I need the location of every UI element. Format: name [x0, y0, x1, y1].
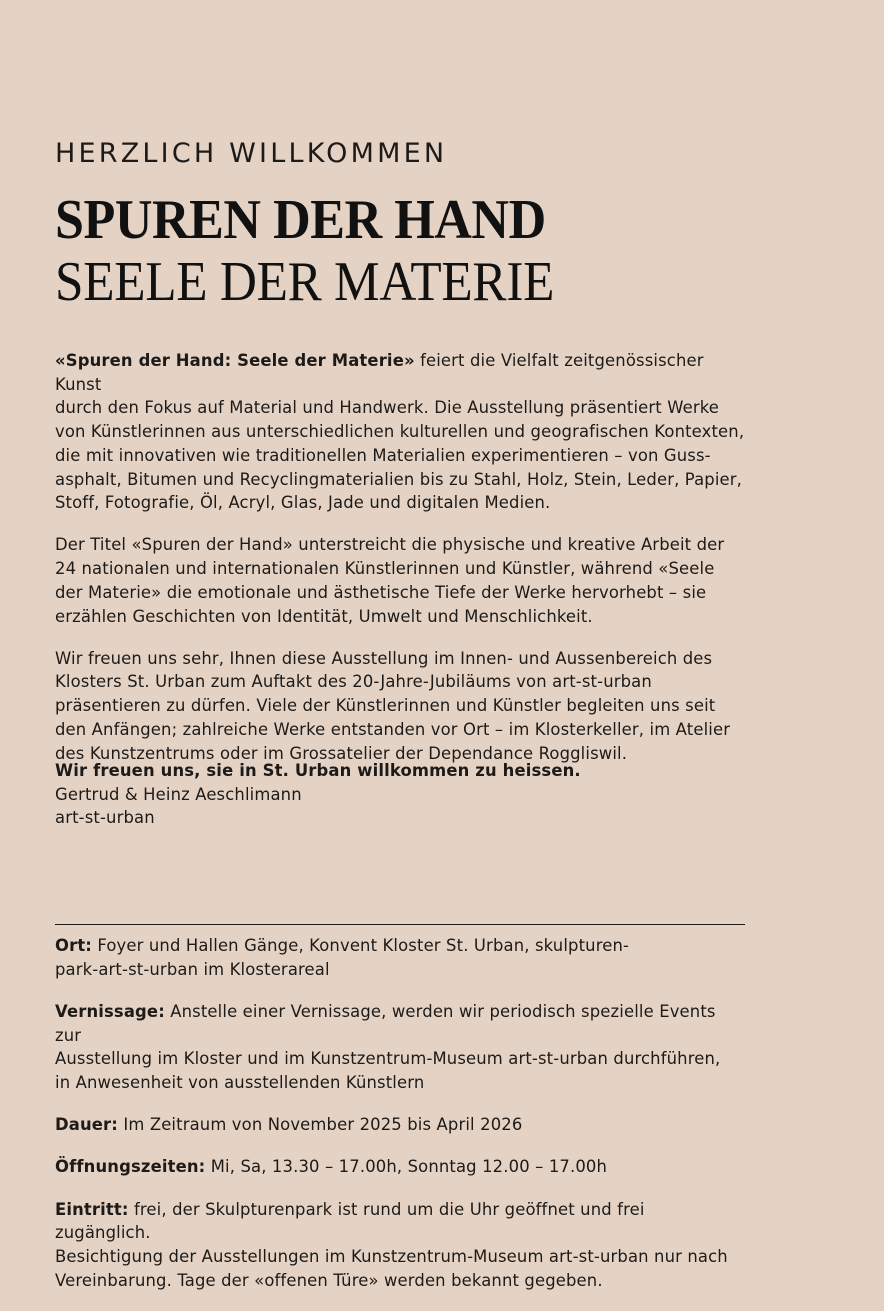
info-eintritt-label: Eintritt: [55, 1199, 129, 1219]
title-subtitle: SEELE DER MATERIE [55, 251, 555, 313]
signoff-greeting: Wir freuen uns, sie in St. Urban willkommen zu heissen. [55, 761, 581, 780]
info-vernissage-label: Vernissage: [55, 1001, 165, 1021]
info-oeffnungszeiten-label: Öffnungszeiten: [55, 1157, 206, 1177]
intro-paragraph-1: «Spuren der Hand: Seele der Materie» feiert die Vielfalt zeitgenössischer Kunst durch den Fokus auf Material und Handwerk. Die Ausstellung präsentiert Werke von Künstlerinnen aus unterschiedlichen kulturellen und geografischen Kontexten, die mit innovativen wie traditionellen Materialien experimentieren – von Guss- asphalt, Bitumen und Recyclingmaterialien bis zu Stahl, Holz, Stein, Leder, Papier, Stoff, Fotografie, Öl, Acryl, Glas, Jade und digitalen Medien. [55, 351, 745, 513]
info-eintritt: Eintritt: frei, der Skulpturenpark ist rund um die Uhr geöffnet und frei zugänglich. Besichtigung der Ausstellungen im Kunstzentrum-Museum art-st-urban nur nach Vereinbarung. Tage der «offenen Türe» werden bekannt gegeben. [55, 1199, 728, 1290]
info-oeffnungszeiten: Öffnungszeiten: Mi, Sa, 13.30 – 17.00h, Sonntag 12.00 – 17.00h [55, 1157, 608, 1177]
intro-paragraph-2: Der Titel «Spuren der Hand» unterstreicht die physische und kreative Arbeit der 24 nationalen und internationalen Künstlerinnen und Künstler, während «Seele der Materie» die emotionale und ästhetische Tiefe der Werke hervorhebt – sie erzählen Geschichten von Identität, Umwelt und Menschlichkeit. [55, 535, 725, 626]
welcome-kicker: HERZLICH WILLKOMMEN [55, 138, 448, 169]
exhibition-info [55, 934, 745, 1311]
divider-rule [55, 924, 745, 925]
signoff [55, 759, 745, 830]
document-page [55, 0, 745, 1290]
title-main: SPUREN DER HAND [55, 189, 546, 251]
signoff-names: Gertrud & Heinz Aeschlimann [55, 784, 302, 804]
info-vernissage: Vernissage: Anstelle einer Vernissage, werden wir periodisch spezielle Events zur Ausstellung im Kloster und im Kunstzentrum-Museum art-st-urban durchführen, in Anwesenheit von ausstellenden Künstlern [55, 1001, 721, 1093]
intro-title-bold: «Spuren der Hand: Seele der Materie» [55, 351, 415, 370]
intro-text [55, 349, 745, 784]
info-dauer: Dauer: Im Zeitraum von November 2025 bis April 2026 [55, 1115, 523, 1135]
info-ort: Ort: Foyer und Hallen Gänge, Konvent Kloster St. Urban, skulpturen- park-art-st-urban im Klosterareal [55, 936, 630, 979]
signoff-org: art-st-urban [55, 808, 155, 828]
intro-paragraph-3: Wir freuen uns sehr, Ihnen diese Ausstellung im Innen- und Aussenbereich des Klosters St. Urban zum Auftakt des 20-Jahre-Jubiläums von art-st-urban präsentieren zu dürfen. Viele der Künstlerinnen und Künstler begleiten uns seit den Anfängen; zahlreiche Werke entstanden vor Ort – im Klosterkeller, im Atelier des Kunstzentrums oder im Grossatelier der Dependance Roggliswil. [55, 648, 731, 763]
info-dauer-label: Dauer: [55, 1115, 118, 1135]
info-ort-label: Ort: [55, 936, 93, 955]
